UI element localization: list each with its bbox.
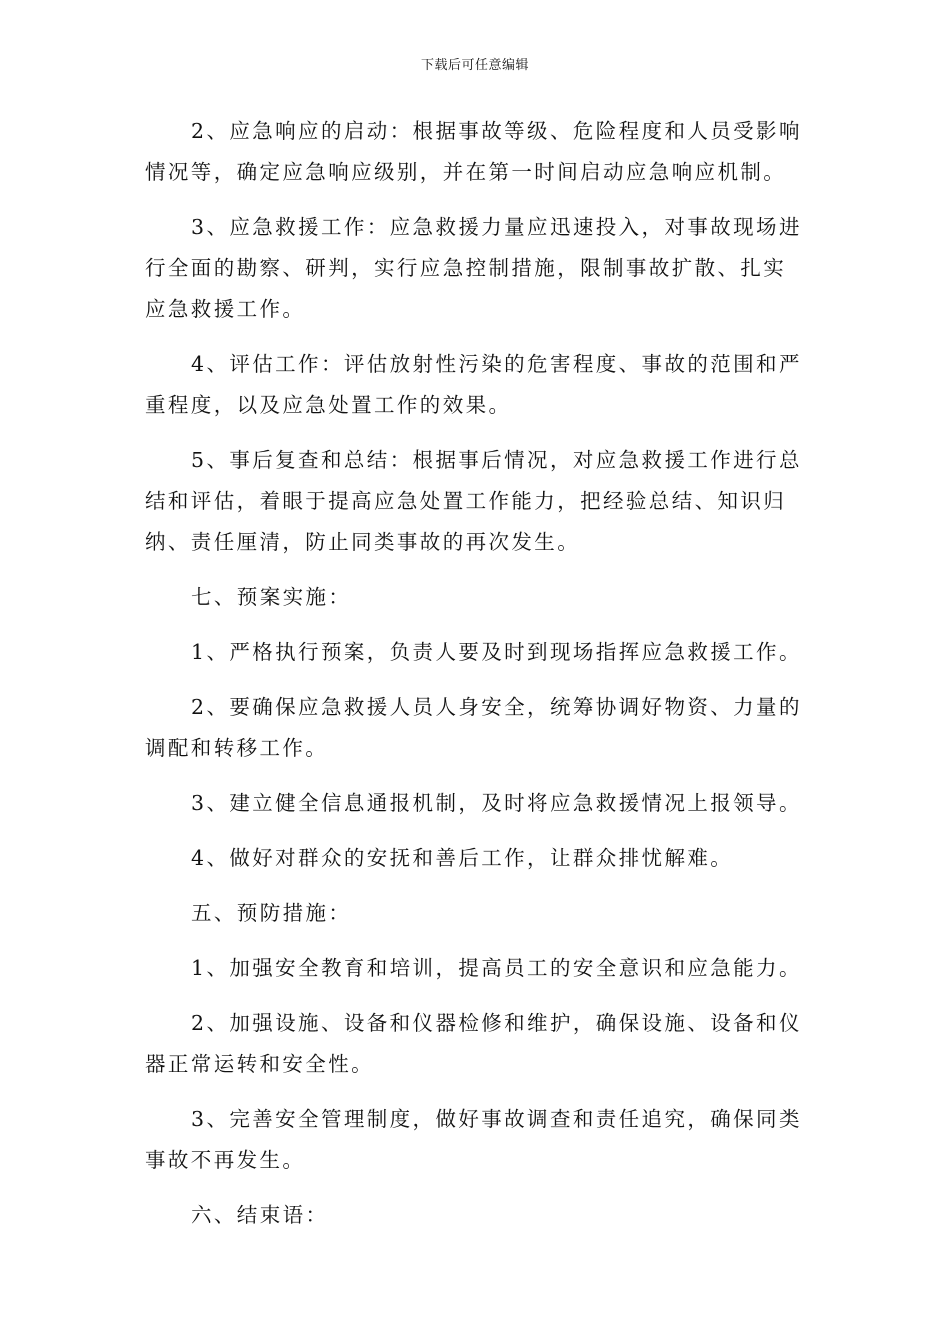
paragraph-assessment: 4、评估工作：评估放射性污染的危害程度、事故的范围和严重程度，以及应急处置工作的效果。	[145, 352, 802, 417]
paragraph-implementation-1: 1、严格执行预案，负责人要及时到现场指挥应急救援工作。	[191, 640, 802, 664]
paragraph-implementation-3: 3、建立健全信息通报机制，及时将应急救援情况上报领导。	[191, 791, 802, 815]
section-heading-conclusion: 六、结束语：	[191, 1203, 329, 1227]
paragraph-review-summary: 5、事后复查和总结：根据事后情况，对应急救援工作进行总结和评估，着眼于提高应急处置工作能力，把经验总结、知识归纳、责任厘清，防止同类事故的再次发生。	[145, 448, 802, 554]
paragraph-response-start: 2、应急响应的启动：根据事故等级、危险程度和人员受影响情况等，确定应急响应级别，并在第一时间启动应急响应机制。	[145, 119, 802, 184]
paragraph-prevention-1: 1、加强安全教育和培训，提高员工的安全意识和应急能力。	[191, 956, 802, 980]
section-heading-plan-implementation: 七、预案实施：	[191, 585, 352, 609]
paragraph-rescue-work: 3、应急救援工作：应急救援力量应迅速投入，对事故现场进行全面的勘察、研判，实行应急控制措施，限制事故扩散、扎实应急救援工作。	[145, 215, 802, 321]
paragraph-implementation-2: 2、要确保应急救援人员人身安全，统筹协调好物资、力量的调配和转移工作。	[145, 695, 802, 760]
section-heading-prevention: 五、预防措施：	[191, 901, 352, 925]
paragraph-prevention-2: 2、加强设施、设备和仪器检修和维护，确保设施、设备和仪器正常运转和安全性。	[145, 1011, 802, 1076]
paragraph-implementation-4: 4、做好对群众的安抚和善后工作，让群众排忧解难。	[191, 846, 734, 870]
document-body	[145, 111, 805, 1250]
page-header: 下载后可任意编辑	[420, 58, 529, 73]
paragraph-prevention-3: 3、完善安全管理制度，做好事故调查和责任追究，确保同类事故不再发生。	[145, 1107, 802, 1172]
